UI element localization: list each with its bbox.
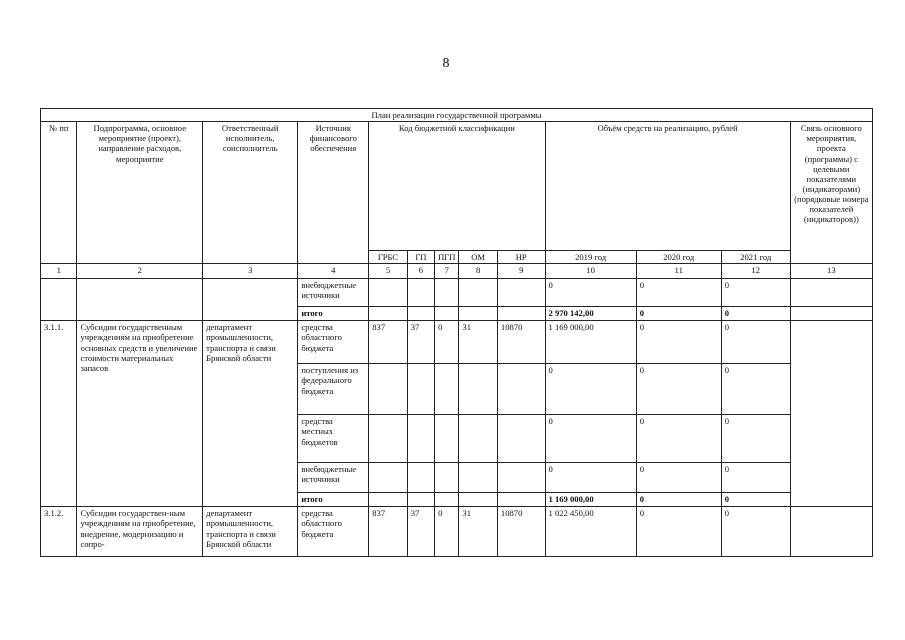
column-number: 9: [497, 264, 545, 279]
empty-cell: [497, 364, 545, 415]
amount-2019: 2 970 142,00: [545, 307, 636, 321]
empty-cell: [369, 415, 408, 463]
header-grbs: ГРБС: [369, 251, 408, 264]
header-year-2021: 2021 год: [721, 251, 790, 264]
column-number: 2: [77, 264, 203, 279]
column-number: 13: [790, 264, 872, 279]
amount-2021: 0: [721, 364, 790, 415]
empty-cell: [497, 415, 545, 463]
column-number: 7: [435, 264, 459, 279]
header-budget-code: Код бюджетной классификации: [369, 122, 545, 251]
amount-2019: 0: [545, 463, 636, 493]
header-gp: ГП: [407, 251, 434, 264]
column-number-row: [41, 264, 873, 279]
column-number: 11: [636, 264, 721, 279]
header-volume: Объём средств на реализацию, рублей: [545, 122, 790, 251]
column-number: 8: [459, 264, 498, 279]
header-link: Связь основного мероприятия, проекта (программы) с целевыми показателями (индикаторами) (порядковые номера показателей (индикаторов)): [790, 122, 872, 264]
empty-cell: [369, 463, 408, 493]
amount-2020: 0: [636, 321, 721, 364]
header-source: Источник финансового обеспечения: [298, 122, 369, 264]
empty-cell: [369, 307, 408, 321]
column-number: 3: [203, 264, 298, 279]
item-name: Субсидии государственным учреждениям на приобретение основных средств и увеличение стоимости материальных запасов: [77, 321, 203, 507]
item-executor: департамент промышленности, транспорта и связи Брянской области: [203, 321, 298, 507]
header-executor: Ответственный исполнитель, соисполнитель: [203, 122, 298, 264]
empty-cell: [459, 463, 498, 493]
empty-cell: [435, 307, 459, 321]
table-row: [41, 507, 873, 557]
header-year-2020: 2020 год: [636, 251, 721, 264]
empty-cell: [41, 279, 77, 321]
amount-2019: 1 169 000,00: [545, 321, 636, 364]
amount-2021: 0: [721, 415, 790, 463]
table-caption: План реализации государственной программы: [41, 109, 873, 122]
column-number: 12: [721, 264, 790, 279]
empty-cell: [77, 279, 203, 321]
empty-cell: [407, 493, 434, 507]
column-number: 4: [298, 264, 369, 279]
column-number: 10: [545, 264, 636, 279]
empty-cell: [407, 463, 434, 493]
amount-2019: 0: [545, 415, 636, 463]
empty-cell: [435, 493, 459, 507]
code-om: 31: [459, 321, 498, 364]
empty-cell: [459, 279, 498, 307]
amount-2021: 0: [721, 321, 790, 364]
source-cell: поступления из федерального бюджета: [298, 364, 369, 415]
amount-2021: 0: [721, 279, 790, 307]
code-om: 31: [459, 507, 498, 557]
code-grbs: 837: [369, 507, 408, 557]
amount-2019: 1 022 450,00: [545, 507, 636, 557]
table-row: [41, 279, 873, 307]
amount-2021: 0: [721, 507, 790, 557]
source-cell: средства областного бюджета: [298, 321, 369, 364]
source-cell: средства местных бюджетов: [298, 415, 369, 463]
code-pgp: 0: [435, 321, 459, 364]
empty-cell: [790, 507, 872, 557]
code-gp: 37: [407, 507, 434, 557]
empty-cell: [369, 279, 408, 307]
column-number: 1: [41, 264, 77, 279]
header-subprogram: Подпрограмма, основное мероприятие (проект), направление расходов, мероприятие: [77, 122, 203, 264]
column-number: 6: [407, 264, 434, 279]
empty-cell: [369, 364, 408, 415]
source-cell: внебюджетные источники: [298, 463, 369, 493]
amount-2019: 0: [545, 279, 636, 307]
empty-cell: [407, 415, 434, 463]
amount-2021: 0: [721, 307, 790, 321]
code-nr: 10870: [497, 507, 545, 557]
amount-2020: 0: [636, 279, 721, 307]
empty-cell: [497, 307, 545, 321]
amount-2019: 1 169 000,00: [545, 493, 636, 507]
header-nr: НР: [497, 251, 545, 264]
code-pgp: 0: [435, 507, 459, 557]
table-row: [41, 321, 873, 364]
item-name: Субсидии государствен-ным учреждениям на приобретение, внедрение, модернизацию и сопро-: [77, 507, 203, 557]
header-om: ОМ: [459, 251, 498, 264]
empty-cell: [459, 493, 498, 507]
empty-cell: [790, 279, 872, 307]
empty-cell: [407, 279, 434, 307]
page-number: 8: [442, 56, 450, 71]
source-cell: средства областного бюджета: [298, 507, 369, 557]
empty-cell: [497, 493, 545, 507]
code-grbs: 837: [369, 321, 408, 364]
total-label: итого: [298, 307, 369, 321]
empty-cell: [497, 279, 545, 307]
empty-cell: [790, 307, 872, 321]
amount-2020: 0: [636, 507, 721, 557]
empty-cell: [459, 415, 498, 463]
item-executor: департамент промышленности, транспорта и связи Брянской области: [203, 507, 298, 557]
amount-2020: 0: [636, 493, 721, 507]
amount-2020: 0: [636, 307, 721, 321]
empty-cell: [459, 364, 498, 415]
amount-2020: 0: [636, 463, 721, 493]
empty-cell: [435, 415, 459, 463]
empty-cell: [497, 463, 545, 493]
total-label: итого: [298, 493, 369, 507]
item-number: 3.1.2.: [41, 507, 77, 557]
header-year-2019: 2019 год: [545, 251, 636, 264]
code-nr: 10870: [497, 321, 545, 364]
column-number: 5: [369, 264, 408, 279]
amount-2020: 0: [636, 364, 721, 415]
amount-2020: 0: [636, 415, 721, 463]
empty-cell: [435, 364, 459, 415]
code-gp: 37: [407, 321, 434, 364]
empty-cell: [407, 364, 434, 415]
source-cell: внебюджетные источники: [298, 279, 369, 307]
header-pgp: ПГП: [435, 251, 459, 264]
amount-2021: 0: [721, 493, 790, 507]
empty-cell: [790, 321, 872, 507]
amount-2021: 0: [721, 463, 790, 493]
empty-cell: [459, 307, 498, 321]
amount-2019: 0: [545, 364, 636, 415]
empty-cell: [435, 279, 459, 307]
program-plan-table: [40, 108, 873, 557]
empty-cell: [435, 463, 459, 493]
header-no: № пп: [41, 122, 77, 264]
item-number: 3.1.1.: [41, 321, 77, 507]
empty-cell: [369, 493, 408, 507]
empty-cell: [407, 307, 434, 321]
empty-cell: [203, 279, 298, 321]
